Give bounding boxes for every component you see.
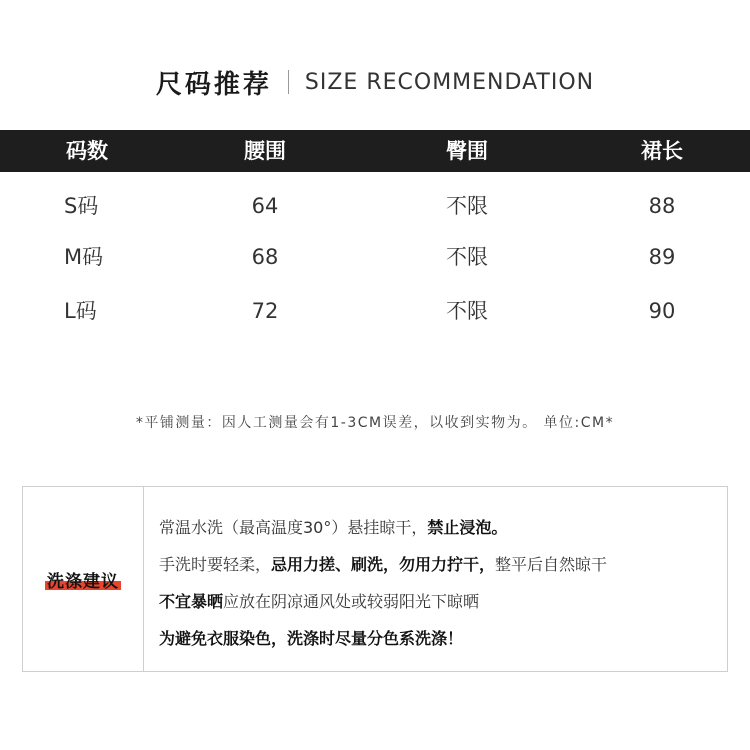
- instruction-segment: 忌用力搓、刷洗，勿用力拧干，: [271, 555, 496, 574]
- cell-length: 89: [648, 245, 676, 269]
- instruction-segment: 为避免衣服染色，洗涤时尽量分色系洗涤！: [159, 629, 464, 648]
- title-separator: [288, 70, 289, 94]
- care-divider: [143, 487, 144, 671]
- size-table-header: [0, 130, 750, 172]
- table-row: [0, 291, 750, 331]
- instruction-segment: 不宜暴晒: [159, 592, 224, 611]
- washing-advice-box: [22, 486, 728, 672]
- instruction-segment: 应放在阴凉通风处或较弱阳光下晾晒: [223, 592, 480, 611]
- table-row: [0, 186, 750, 226]
- title-english: SIZE RECOMMENDATION: [304, 69, 595, 95]
- cell-waist: 72: [251, 299, 279, 323]
- instruction-segment: 禁止浸泡。: [427, 518, 508, 537]
- col-header-waist: 腰围: [244, 139, 286, 163]
- cell-size: S码: [64, 194, 99, 218]
- measurement-note: *平铺测量：因人工测量会有1-3CM误差，以收到实物为。 单位:CM*: [135, 415, 615, 431]
- col-header-size: 码数: [66, 139, 108, 163]
- instruction-segment: 常温水洗（最高温度30°）悬挂晾干，: [159, 518, 428, 537]
- cell-waist: 64: [251, 194, 279, 218]
- title-chinese: 尺码推荐: [155, 69, 272, 100]
- cell-length: 88: [648, 194, 676, 218]
- washing-instructions: [159, 509, 724, 657]
- cell-size: L码: [64, 299, 97, 323]
- instruction-line: [159, 546, 724, 583]
- col-header-length: 裙长: [641, 139, 683, 163]
- instruction-line: [159, 509, 724, 546]
- cell-hip: 不限: [446, 245, 488, 269]
- table-row: [0, 237, 750, 277]
- col-header-hip: 臀围: [446, 139, 488, 163]
- cell-hip: 不限: [446, 299, 488, 323]
- instruction-line: [159, 583, 724, 620]
- washing-advice-label-cell: [23, 487, 143, 671]
- cell-hip: 不限: [446, 194, 488, 218]
- instruction-line: [159, 620, 724, 657]
- cell-size: M码: [64, 245, 104, 269]
- page-header: [0, 62, 750, 102]
- cell-waist: 68: [251, 245, 279, 269]
- instruction-segment: 手洗时要轻柔，: [159, 555, 272, 574]
- instruction-segment: 整平后自然晾干: [495, 555, 608, 574]
- washing-advice-label: 洗涤建议: [47, 571, 119, 592]
- cell-length: 90: [648, 299, 676, 323]
